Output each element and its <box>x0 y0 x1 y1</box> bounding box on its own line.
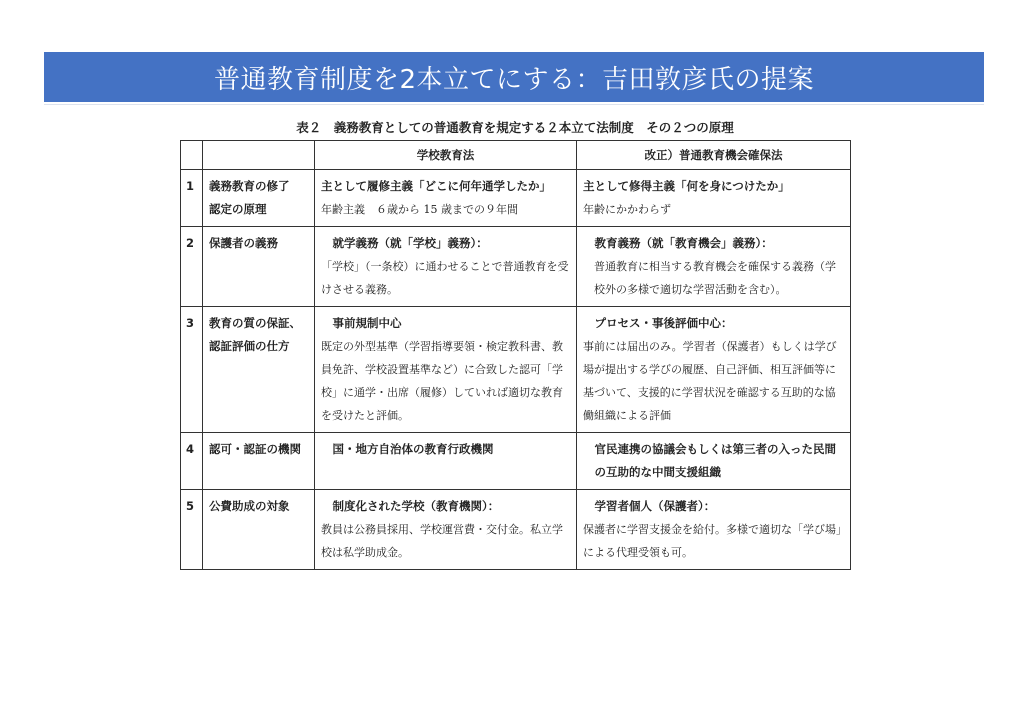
row-item: 公費助成の対象 <box>203 490 315 570</box>
opportunity-act-cell <box>577 433 851 490</box>
row-number: 1 <box>181 170 203 227</box>
header-item <box>203 141 315 170</box>
cell-body: 年齢主義 ６歳から 15 歳までの９年間 <box>321 203 518 216</box>
school-act-cell <box>315 433 577 490</box>
row-item: 教育の質の保証、 認証評価の仕方 <box>203 307 315 433</box>
table-row <box>181 490 851 570</box>
header-education-opportunity-act: 改正）普通教育機会確保法 <box>577 141 851 170</box>
opportunity-act-cell <box>577 170 851 227</box>
cell-heading: 制度化された学校（教育機関）： <box>332 499 500 513</box>
cell-heading: 教育義務（就「教育機会」義務）： <box>594 236 773 250</box>
school-act-cell <box>315 170 577 227</box>
cell-heading: 就学義務（就「学校」義務）： <box>332 236 488 250</box>
header-school-education-act: 学校教育法 <box>315 141 577 170</box>
title-divider <box>44 104 984 105</box>
slide-title: 普通教育制度を2本立てにする：吉田敦彦氏の提案 <box>213 64 815 95</box>
cell-heading: プロセス・事後評価中心： <box>594 316 733 330</box>
cell-body: 年齢にかかわらず <box>583 203 671 216</box>
opportunity-act-cell <box>577 490 851 570</box>
row-item: 認可・認証の機関 <box>203 433 315 490</box>
table-caption: 表２ 義務教育としての普通教育を規定する２本立て法制度 その２つの原理 <box>296 120 734 135</box>
table-row <box>181 433 851 490</box>
comparison-table <box>180 140 851 570</box>
table-row <box>181 307 851 433</box>
school-act-cell <box>315 227 577 307</box>
cell-body: 普通教育に相当する教育機会を確保する義務（学校外の多様で適切な学習活動を含む）。 <box>594 260 836 296</box>
row-item: 義務教育の修了 認定の原理 <box>203 170 315 227</box>
cell-body: 事前には届出のみ。学習者（保護者）もしくは学び場が提出する学びの履歴、自己評価、相互評価等に基づいて、支援的に学習状況を確認する互助的な協働組織による評価 <box>583 340 837 422</box>
cell-heading: 国・地方自治体の教育行政機関 <box>332 442 494 456</box>
row-number: 5 <box>181 490 203 570</box>
cell-heading: 主として修得主義「何を身につけたか」 <box>583 179 790 193</box>
cell-heading: 学習者個人（保護者）： <box>594 499 716 513</box>
row-number: 4 <box>181 433 203 490</box>
cell-heading: 官民連携の協議会もしくは第三者の入った民間の互助的な中間支援組織 <box>594 442 836 479</box>
header-num <box>181 141 203 170</box>
table-row <box>181 227 851 307</box>
opportunity-act-cell <box>577 307 851 433</box>
row-number: 3 <box>181 307 203 433</box>
cell-heading: 事前規制中心 <box>332 316 402 330</box>
table-header-row <box>181 141 851 170</box>
row-number: 2 <box>181 227 203 307</box>
school-act-cell <box>315 307 577 433</box>
slide-title-banner <box>44 52 984 102</box>
opportunity-act-cell <box>577 227 851 307</box>
row-item: 保護者の義務 <box>203 227 315 307</box>
table-row <box>181 170 851 227</box>
cell-body: 既定の外型基準（学習指導要領・検定教科書、教員免許、学校設置基準など）に合致した認可「学校」に通学・出席（履修）していれば適切な教育を受けたと評価。 <box>321 340 563 422</box>
cell-heading: 主として履修主義「どこに何年通学したか」 <box>321 179 551 193</box>
cell-body: 「学校」（一条校）に通わせることで普通教育を受けさせる義務。 <box>321 260 569 296</box>
school-act-cell <box>315 490 577 570</box>
cell-body: 保護者に学習支援金を給付。多様で適切な「学び場」による代理受領も可。 <box>583 523 842 559</box>
cell-body: 教員は公務員採用、学校運営費・交付金。私立学校は私学助成金。 <box>321 523 563 559</box>
